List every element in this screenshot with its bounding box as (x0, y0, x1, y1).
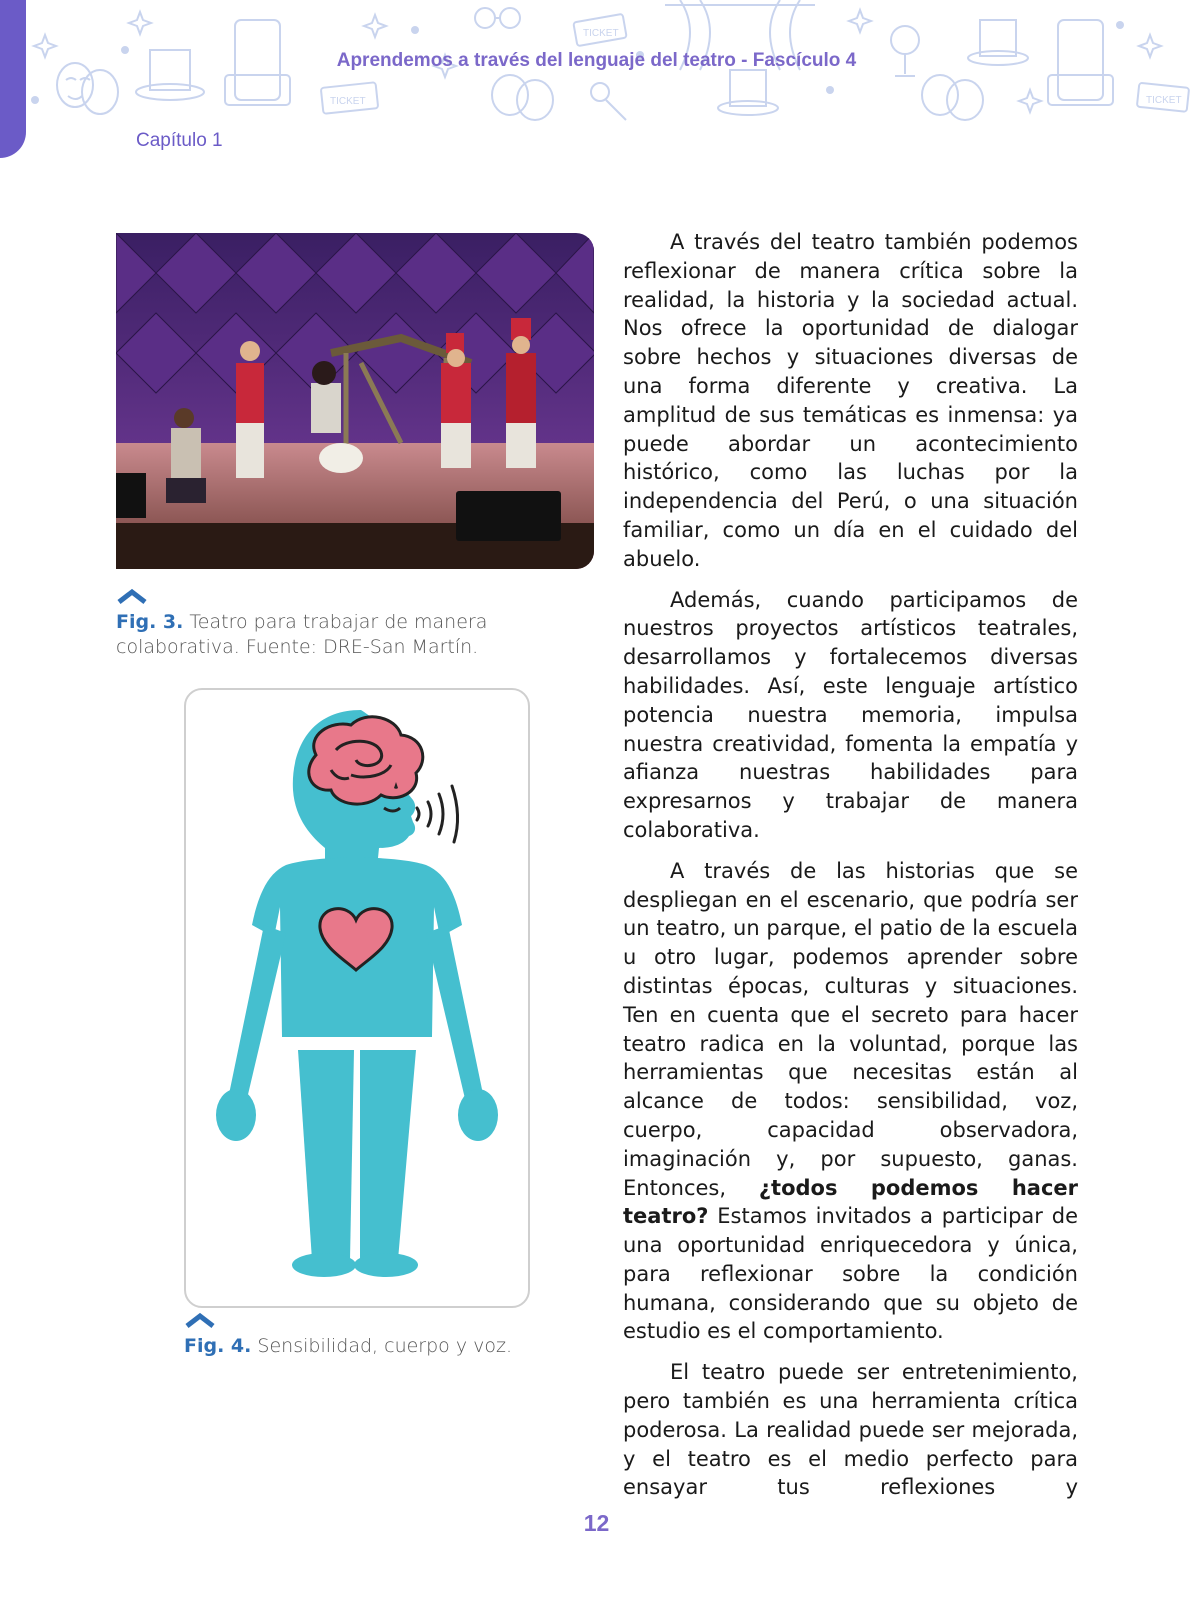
theatre-photo (116, 233, 594, 569)
ticket-icon (1137, 83, 1189, 112)
svg-text:TICKET: TICKET (1146, 95, 1182, 106)
paragraph-1: A través del teatro también podemos reflexionar de manera crítica sobre la realidad, la historia y la sociedad actual. Nos ofrece la oportunidad de dialogar sobre hechos y situaciones diversas de una forma diferente y creativa. La amplitud de sus temáticas es inmensa: ya puede abordar un acontecimiento histórico, como las luchas por la independencia del Perú, o una situación familiar, como un día en el cuidado del abuelo. (623, 230, 1078, 571)
binoculars-icon (475, 8, 520, 28)
voice-waves-icon (417, 786, 458, 842)
paragraph-3-start: A través de las historias que se despliegan en el escenario, que podría ser un teatro, un parque, el patio de la escuela u otro lugar, podemos aprender sobre distintas épocas, culturas y situaciones. Ten en cuenta que el secreto para hacer teatro radica en la voluntad, porque las herramientas que necesitas están al alcance de todos: sensibilidad, voz, cuerpo, capacidad observadora, imaginación y, por supuesto, ganas. Entonces, (623, 858, 1078, 1200)
publication-title: Aprendemos a través del lenguaje del teatro - Fascículo 4 (336, 50, 857, 71)
body-illustration-card (184, 688, 530, 1308)
svg-text:TICKET: TICKET (330, 96, 366, 107)
paragraph-3-end: Estamos invitados a participar de una oportunidad enriquecedora y única, para reflexionar sobre la condición humana, considerando que su objeto de estudio es el comportamiento. (623, 1204, 1078, 1344)
brain-icon (309, 717, 423, 804)
ticket-icon (573, 14, 626, 46)
drama-masks-icon (922, 75, 983, 120)
page-number: 12 (583, 1510, 610, 1536)
caret-up-icon (116, 588, 148, 604)
figure-4-caption (184, 1334, 544, 1359)
microphone-icon (591, 83, 626, 120)
body-text-column (623, 228, 1078, 1514)
drama-masks-icon (492, 75, 553, 120)
paragraph-3 (623, 857, 1078, 1347)
figure-3-label: Fig. 3. (116, 611, 184, 633)
ticket-icon (321, 82, 378, 114)
paragraph-2: Además, cuando participamos de nuestros proyectos artísticos teatrales, desarrollamos y fortalecemos diversas habilidades. Así, este lenguaje artístico potencia nuestra memoria, impulsa nuestra creatividad, fomenta la empatía y afianza nuestras habilidades para expresarnos y trabajar de manera colaborativa. (623, 587, 1078, 842)
figure-3-caption (116, 610, 496, 660)
paragraph-4: El teatro puede ser entretenimiento, pero también es una herramienta crítica poderosa. La realidad puede ser mejorada, y el teatro es el medio perfecto para ensayar tus reflexiones y (623, 1360, 1078, 1500)
chapter-label: Capítulo 1 (136, 130, 223, 151)
caret-up-icon (184, 1312, 216, 1328)
svg-text:TICKET: TICKET (583, 28, 619, 39)
figure-4-caption-text: Sensibilidad, cuerpo y voz. (257, 1335, 513, 1357)
figure-4-label: Fig. 4. (184, 1335, 252, 1357)
figure-3-caption-text: Teatro para trabajar de manera colaborativa. Fuente: DRE-San Martín. (116, 611, 488, 658)
paragraph-3-question: ¿todos podemos hacer teatro? (623, 1175, 1078, 1229)
